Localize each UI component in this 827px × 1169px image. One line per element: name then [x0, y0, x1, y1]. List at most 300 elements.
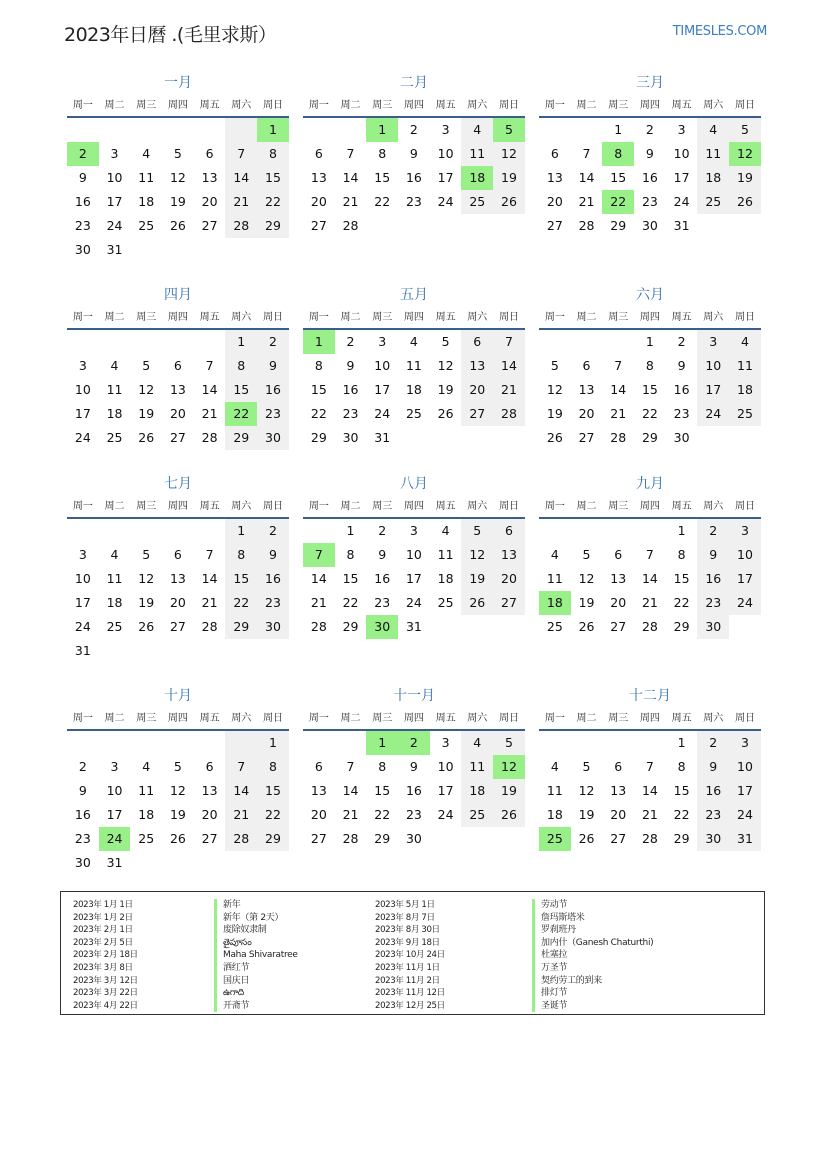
day-cell: 25	[106, 619, 123, 634]
day-cell: 21	[201, 406, 218, 421]
empty-day-cell	[162, 238, 194, 262]
day-cell: 15	[257, 166, 289, 190]
weekday-label: 周三	[372, 100, 393, 111]
empty-day-cell	[194, 731, 226, 755]
day-cell: 8	[645, 358, 654, 373]
weekday-label: 周五	[671, 312, 692, 323]
day-cell: 6	[550, 146, 559, 161]
weekday-label: 周二	[104, 312, 125, 323]
day-cell: 19	[493, 166, 525, 190]
empty-day-cell	[194, 519, 226, 543]
day-cell: 16	[342, 382, 359, 397]
day-cell: 30	[342, 430, 359, 445]
holiday-date: 2023年 8月 7日	[375, 912, 435, 923]
week-row	[67, 803, 289, 827]
weekday-label: 周四	[167, 312, 188, 323]
day-cell: 8	[257, 142, 289, 166]
holiday-day-cell: 5	[493, 118, 525, 142]
day-cell: 21	[201, 595, 218, 610]
day-cell: 13	[169, 571, 186, 586]
day-cell: 23	[374, 595, 391, 610]
week-row	[303, 731, 525, 755]
empty-day-cell	[162, 639, 194, 663]
day-cell: 26	[578, 831, 595, 846]
weekday-header	[539, 497, 761, 519]
day-cell: 10	[729, 543, 761, 567]
weekday-label: 周日	[498, 100, 519, 111]
day-cell: 24	[673, 194, 690, 209]
day-cell: 22	[673, 807, 690, 822]
day-cell: 26	[169, 831, 186, 846]
holiday-day-cell: 22	[602, 190, 634, 214]
week-row	[539, 166, 761, 190]
empty-day-cell	[162, 330, 194, 354]
weekday-label: 周四	[167, 713, 188, 724]
day-cell: 1	[346, 523, 355, 538]
empty-day-cell	[398, 214, 430, 238]
weekday-label: 周日	[734, 312, 755, 323]
weekday-label: 周五	[435, 100, 456, 111]
day-cell: 1	[645, 334, 654, 349]
empty-day-cell	[571, 118, 603, 142]
day-cell: 12	[578, 571, 595, 586]
day-cell: 28	[310, 619, 327, 634]
day-cell: 19	[169, 194, 186, 209]
day-cell: 25	[138, 218, 155, 233]
day-cell: 14	[201, 571, 218, 586]
day-cell: 16	[74, 807, 91, 822]
holiday-dates-left	[73, 899, 138, 1012]
weekday-header	[539, 709, 761, 731]
day-cell: 3	[78, 547, 87, 562]
holiday-day-cell: 1	[366, 731, 398, 755]
week-row	[67, 214, 289, 238]
day-cell: 28	[610, 430, 627, 445]
weekday-label: 周一	[544, 501, 565, 512]
day-cell: 16	[673, 382, 690, 397]
weekday-label: 周日	[262, 100, 283, 111]
day-cell: 13	[201, 170, 218, 185]
empty-day-cell	[539, 330, 571, 354]
day-cell: 19	[493, 779, 525, 803]
week-row	[303, 426, 525, 450]
day-cell: 4	[461, 731, 493, 755]
week-row	[67, 851, 289, 875]
weekday-label: 周五	[199, 501, 220, 512]
day-cell: 23	[673, 406, 690, 421]
day-cell: 18	[106, 595, 123, 610]
day-cell: 28	[578, 218, 595, 233]
day-cell: 11	[546, 571, 563, 586]
day-cell: 3	[110, 759, 119, 774]
weekday-header	[67, 308, 289, 330]
day-cell: 13	[461, 354, 493, 378]
day-cell: 16	[257, 378, 289, 402]
day-cell: 10	[697, 354, 729, 378]
day-cell: 9	[346, 358, 355, 373]
day-cell: 14	[342, 170, 359, 185]
week-row	[67, 639, 289, 663]
day-cell: 14	[493, 354, 525, 378]
day-cell: 3	[409, 523, 418, 538]
weekday-label: 周三	[372, 713, 393, 724]
day-cell: 17	[374, 382, 391, 397]
weekday-header	[303, 709, 525, 731]
day-cell: 5	[582, 547, 591, 562]
empty-day-cell	[162, 731, 194, 755]
week-row	[67, 190, 289, 214]
month-1	[67, 72, 289, 262]
day-cell: 23	[697, 803, 729, 827]
weekday-label: 周一	[72, 501, 93, 512]
day-cell: 9	[677, 358, 686, 373]
holiday-name: 杜塞拉	[532, 949, 653, 962]
day-cell: 1	[257, 731, 289, 755]
day-cell: 5	[173, 759, 182, 774]
day-cell: 4	[697, 118, 729, 142]
day-cell: 27	[310, 831, 327, 846]
day-cell: 7	[346, 146, 355, 161]
day-cell: 7	[645, 547, 654, 562]
day-cell: 16	[697, 779, 729, 803]
day-cell: 23	[257, 402, 289, 426]
week-row	[539, 543, 761, 567]
holiday-day-cell: 2	[67, 142, 99, 166]
empty-day-cell	[225, 118, 257, 142]
day-cell: 21	[578, 194, 595, 209]
week-row	[539, 567, 761, 591]
week-row	[67, 755, 289, 779]
empty-day-cell	[335, 118, 367, 142]
day-cell: 6	[493, 519, 525, 543]
empty-day-cell	[257, 238, 289, 262]
day-cell: 3	[78, 358, 87, 373]
holiday-date: 2023年 3月 8日	[73, 962, 133, 973]
weekday-header	[539, 96, 761, 118]
weekday-label: 周二	[104, 100, 125, 111]
day-cell: 28	[225, 214, 257, 238]
empty-day-cell	[194, 118, 226, 142]
empty-day-cell	[430, 214, 462, 238]
day-cell: 3	[441, 735, 450, 750]
weekday-label: 周四	[639, 312, 660, 323]
weekday-label: 周二	[340, 713, 361, 724]
day-cell: 25	[405, 406, 422, 421]
day-cell: 19	[578, 807, 595, 822]
day-cell: 29	[374, 831, 391, 846]
weekday-label: 周三	[136, 100, 157, 111]
day-cell: 6	[205, 146, 214, 161]
holiday-name: 圣诞节	[532, 1000, 653, 1013]
month-name: 二月	[400, 75, 428, 91]
day-cell: 20	[169, 406, 186, 421]
day-cell: 14	[310, 571, 327, 586]
day-cell: 11	[138, 783, 155, 798]
day-cell: 2	[346, 334, 355, 349]
week-row	[67, 731, 289, 755]
day-cell: 19	[138, 406, 155, 421]
week-row	[303, 779, 525, 803]
day-cell: 18	[546, 807, 563, 822]
day-cell: 6	[314, 146, 323, 161]
week-row	[303, 330, 525, 354]
day-cell: 3	[110, 146, 119, 161]
weekday-label: 周六	[703, 312, 724, 323]
holiday-name: 万圣节	[532, 962, 653, 975]
day-cell: 29	[610, 218, 627, 233]
day-cell: 31	[374, 430, 391, 445]
day-cell: 11	[697, 142, 729, 166]
day-cell: 18	[138, 194, 155, 209]
weekday-label: 周一	[544, 713, 565, 724]
day-cell: 14	[342, 783, 359, 798]
day-cell: 13	[546, 170, 563, 185]
day-cell: 11	[461, 755, 493, 779]
empty-day-cell	[303, 519, 335, 543]
month-name: 八月	[400, 476, 428, 492]
day-cell: 8	[378, 146, 387, 161]
day-cell: 9	[645, 146, 654, 161]
day-cell: 20	[310, 194, 327, 209]
day-cell: 14	[641, 571, 658, 586]
day-cell: 3	[729, 519, 761, 543]
day-cell: 25	[461, 190, 493, 214]
empty-day-cell	[697, 214, 729, 238]
empty-day-cell	[194, 639, 226, 663]
holiday-name: ఉగాది	[214, 987, 298, 1000]
day-cell: 13	[610, 783, 627, 798]
day-cell: 10	[437, 146, 454, 161]
day-cell: 4	[461, 118, 493, 142]
month-name: 十一月	[393, 688, 435, 704]
holiday-name: 劳动节	[532, 899, 653, 912]
empty-day-cell	[194, 330, 226, 354]
day-cell: 2	[697, 519, 729, 543]
week-row	[67, 543, 289, 567]
holiday-list	[60, 891, 765, 1015]
empty-day-cell	[430, 426, 462, 450]
week-row	[303, 615, 525, 639]
day-cell: 15	[342, 571, 359, 586]
weekday-label: 周四	[167, 100, 188, 111]
empty-day-cell	[194, 238, 226, 262]
empty-day-cell	[634, 731, 666, 755]
weekday-label: 周六	[467, 713, 488, 724]
day-cell: 23	[697, 591, 729, 615]
holiday-name: 詹玛斯塔米	[532, 912, 653, 925]
day-cell: 17	[106, 194, 123, 209]
holiday-name: 新年（第 2天）	[214, 912, 298, 925]
week-row	[303, 402, 525, 426]
day-cell: 9	[378, 547, 387, 562]
day-cell: 14	[201, 382, 218, 397]
site-logo[interactable]: TIMESLES.COM	[672, 24, 767, 39]
empty-day-cell	[225, 731, 257, 755]
week-row	[303, 214, 525, 238]
day-cell: 24	[374, 406, 391, 421]
empty-day-cell	[130, 330, 162, 354]
weekday-label: 周一	[308, 312, 329, 323]
day-cell: 29	[225, 426, 257, 450]
holiday-day-cell: 1	[366, 118, 398, 142]
day-cell: 22	[374, 194, 391, 209]
day-cell: 10	[673, 146, 690, 161]
day-cell: 5	[461, 519, 493, 543]
day-cell: 30	[257, 426, 289, 450]
day-cell: 23	[405, 807, 422, 822]
week-row	[67, 567, 289, 591]
day-cell: 15	[374, 783, 391, 798]
empty-day-cell	[130, 519, 162, 543]
empty-day-cell	[602, 519, 634, 543]
day-cell: 13	[169, 382, 186, 397]
day-cell: 23	[74, 218, 91, 233]
weekday-header	[67, 96, 289, 118]
month-name: 七月	[164, 476, 192, 492]
holiday-date: 2023年 1月 2日	[73, 912, 133, 923]
week-row	[539, 118, 761, 142]
day-cell: 19	[169, 807, 186, 822]
weekday-label: 周一	[72, 100, 93, 111]
week-row	[67, 166, 289, 190]
day-cell: 11	[138, 170, 155, 185]
month-11	[303, 685, 525, 851]
day-cell: 4	[729, 330, 761, 354]
empty-day-cell	[729, 615, 761, 639]
day-cell: 9	[697, 543, 729, 567]
holiday-name: 洒红节	[214, 962, 298, 975]
empty-day-cell	[571, 519, 603, 543]
day-cell: 31	[106, 242, 123, 257]
holiday-date: 2023年 9月 18日	[375, 937, 440, 948]
empty-day-cell	[571, 330, 603, 354]
day-cell: 3	[697, 330, 729, 354]
day-cell: 26	[437, 406, 454, 421]
day-cell: 16	[641, 170, 658, 185]
weekday-label: 周一	[308, 713, 329, 724]
holiday-name: 罗刹班丹	[532, 924, 653, 937]
week-row	[303, 378, 525, 402]
day-cell: 2	[78, 759, 87, 774]
month-6	[539, 284, 761, 450]
day-cell: 7	[205, 358, 214, 373]
empty-day-cell	[335, 731, 367, 755]
weekday-header	[303, 96, 525, 118]
day-cell: 2	[645, 122, 654, 137]
day-cell: 17	[729, 779, 761, 803]
week-row	[303, 827, 525, 851]
day-cell: 24	[74, 619, 91, 634]
weekday-label: 周四	[403, 312, 424, 323]
day-cell: 15	[641, 382, 658, 397]
day-cell: 28	[641, 619, 658, 634]
day-cell: 28	[201, 619, 218, 634]
day-cell: 18	[405, 382, 422, 397]
day-cell: 13	[493, 543, 525, 567]
day-cell: 17	[74, 406, 91, 421]
day-cell: 25	[437, 595, 454, 610]
day-cell: 3	[729, 731, 761, 755]
day-cell: 4	[110, 358, 119, 373]
weekday-label: 周一	[72, 713, 93, 724]
day-cell: 14	[225, 166, 257, 190]
week-row	[67, 779, 289, 803]
holiday-date: 2023年 10月 24日	[375, 950, 445, 961]
holiday-name: Maha Shivaratree	[214, 949, 298, 962]
weekday-label: 周五	[435, 312, 456, 323]
day-cell: 26	[729, 190, 761, 214]
day-cell: 27	[310, 218, 327, 233]
day-cell: 6	[314, 759, 323, 774]
holiday-day-cell: 24	[99, 827, 131, 851]
day-cell: 22	[225, 591, 257, 615]
day-cell: 23	[257, 591, 289, 615]
day-cell: 15	[225, 378, 257, 402]
day-cell: 12	[169, 783, 186, 798]
weekday-label: 周五	[199, 713, 220, 724]
week-row	[539, 731, 761, 755]
day-cell: 30	[257, 615, 289, 639]
day-cell: 12	[461, 543, 493, 567]
week-row	[539, 615, 761, 639]
empty-day-cell	[99, 519, 131, 543]
day-cell: 14	[578, 170, 595, 185]
day-cell: 20	[610, 595, 627, 610]
day-cell: 13	[310, 170, 327, 185]
day-cell: 21	[310, 595, 327, 610]
weekday-label: 周五	[435, 501, 456, 512]
weekday-label: 周五	[671, 713, 692, 724]
day-cell: 11	[461, 142, 493, 166]
holiday-day-cell: 30	[366, 615, 398, 639]
day-cell: 25	[729, 402, 761, 426]
holiday-day-cell: 12	[729, 142, 761, 166]
day-cell: 9	[409, 759, 418, 774]
empty-day-cell	[430, 827, 462, 851]
day-cell: 11	[729, 354, 761, 378]
day-cell: 24	[729, 803, 761, 827]
holiday-name: 契约劳工的到来	[532, 975, 653, 988]
month-name: 五月	[400, 287, 428, 303]
day-cell: 13	[201, 783, 218, 798]
week-row	[67, 426, 289, 450]
empty-day-cell	[225, 238, 257, 262]
weekday-label: 周三	[136, 501, 157, 512]
day-cell: 9	[409, 146, 418, 161]
day-cell: 16	[697, 567, 729, 591]
day-cell: 16	[405, 783, 422, 798]
empty-day-cell	[194, 851, 226, 875]
day-cell: 5	[729, 118, 761, 142]
day-cell: 26	[493, 803, 525, 827]
day-cell: 16	[374, 571, 391, 586]
week-row	[539, 354, 761, 378]
week-row	[539, 330, 761, 354]
day-cell: 28	[225, 827, 257, 851]
weekday-label: 周三	[136, 713, 157, 724]
day-cell: 4	[441, 523, 450, 538]
day-cell: 12	[437, 358, 454, 373]
day-cell: 2	[697, 731, 729, 755]
day-cell: 27	[461, 402, 493, 426]
weekday-label: 周日	[734, 501, 755, 512]
day-cell: 20	[461, 378, 493, 402]
day-cell: 27	[201, 831, 218, 846]
week-row	[539, 827, 761, 851]
day-cell: 18	[729, 378, 761, 402]
day-cell: 30	[673, 430, 690, 445]
day-cell: 11	[546, 783, 563, 798]
